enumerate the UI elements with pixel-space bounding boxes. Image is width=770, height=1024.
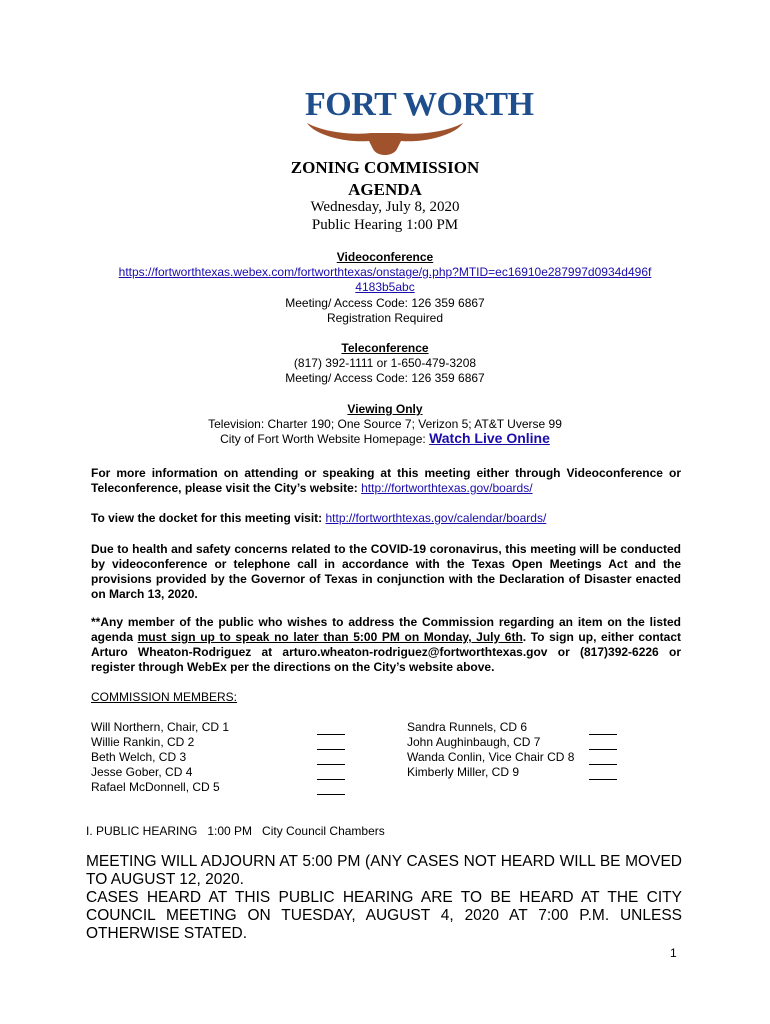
hearing-time: Public Hearing 1:00 PM: [311, 217, 459, 233]
fort-worth-logo: [305, 86, 534, 156]
members-heading: COMMISSION MEMBERS:: [91, 690, 238, 704]
signup-part-2: . To sign up, either contact Arturo Wheaton-Rodriguez at arturo.wheaton-rodriguez@fortworthtexas.gov or (817)392-6226 or register through WebEx per the directions on the City’s website above.: [91, 630, 681, 674]
boards-link[interactable]: http://fortworthtexas.gov/boards/: [361, 481, 533, 495]
video-access-code: Meeting/ Access Code: 126 359 6867: [285, 296, 485, 310]
meeting-date: Wednesday, July 8, 2020: [310, 199, 460, 215]
teleconference-heading: Teleconference: [341, 341, 429, 355]
attendance-blank: [317, 752, 345, 765]
attendance-blank: [589, 767, 617, 780]
homepage-line: [0, 431, 770, 447]
member-right-3: Wanda Conlin, Vice Chair CD 8: [407, 750, 575, 764]
member-right-2: John Aughinbaugh, CD 7: [407, 735, 541, 749]
signup-part-1: **Any member of the public who wishes to address the Commission regarding an item on the listed agenda: [91, 615, 681, 644]
adjourn-notice: MEETING WILL ADJOURN AT 5:00 PM (ANY CASES NOT HEARD WILL BE MOVED TO AUGUST 12, 2020.: [86, 853, 682, 888]
member-left-5: Rafael McDonnell, CD 5: [91, 780, 220, 794]
attendance-blank: [317, 722, 345, 735]
member-right-4: Kimberly Miller, CD 9: [407, 765, 520, 779]
covid-paragraph: Due to health and safety concerns related to the COVID-19 coronavirus, this meeting will be conducted by videoconference or telephone call in accordance with the Texas Open Meetings Act and the provisions provided by the Governor of Texas in conjunction with the Declaration of Disaster enacted on March 13, 2020.: [91, 542, 681, 601]
info-text: For more information on attending or speaking at this meeting either through Videoconference or Teleconference, please visit the City’s website:: [91, 466, 681, 495]
attendance-blank: [317, 737, 345, 750]
watch-live-link[interactable]: Watch Live Online: [429, 430, 550, 446]
attendance-blank: [589, 722, 617, 735]
viewing-heading: Viewing Only: [347, 402, 423, 416]
homepage-prefix: City of Fort Worth Website Homepage:: [220, 432, 426, 446]
cases-notice: CASES HEARD AT THIS PUBLIC HEARING ARE TO BE HEARD AT THE CITY COUNCIL MEETING ON TUESDAY, AUGUST 4, 2020 AT 7:00 P.M. UNLESS OTHERWISE STATED.: [86, 889, 682, 942]
webex-link-line-2[interactable]: 4183b5abc: [355, 280, 415, 294]
docket-paragraph: [91, 511, 681, 526]
attendance-blank: [317, 767, 345, 780]
member-left-1: Will Northern, Chair, CD 1: [91, 720, 230, 734]
title-line-2: AGENDA: [348, 180, 422, 199]
signup-paragraph: [91, 615, 681, 675]
member-right-1: Sandra Runnels, CD 6: [407, 720, 528, 734]
docket-text: To view the docket for this meeting visit:: [91, 511, 323, 525]
attendance-blank: [317, 782, 345, 795]
member-left-2: Willie Rankin, CD 2: [91, 735, 195, 749]
member-left-4: Jesse Gober, CD 4: [91, 765, 193, 779]
signup-deadline: must sign up to speak no later than 5:00 PM on Monday, July 6th: [137, 630, 523, 644]
television-channels: Television: Charter 190; One Source 7; Verizon 5; AT&T Uverse 99: [208, 417, 562, 431]
info-paragraph: [91, 466, 681, 496]
teleconference-phone: (817) 392-1111 or 1-650-479-3208: [293, 356, 477, 370]
page-number: 1: [670, 946, 677, 960]
member-left-3: Beth Welch, CD 3: [91, 750, 187, 764]
tele-access-code: Meeting/ Access Code: 126 359 6867: [285, 371, 485, 385]
webex-link-line-1[interactable]: https://fortworthtexas.webex.com/fortworthtexas/onstage/g.php?MTID=ec16910e287997d0934d496f: [118, 265, 652, 279]
calendar-link[interactable]: http://fortworthtexas.gov/calendar/boards/: [325, 511, 547, 525]
attendance-blank: [589, 737, 617, 750]
public-hearing-line: I. PUBLIC HEARING 1:00 PM City Council Chambers: [86, 824, 385, 838]
longhorn-icon: [305, 119, 465, 159]
title-line-1: ZONING COMMISSION: [290, 158, 480, 177]
logo-text-worth: WORTH: [403, 86, 534, 123]
attendance-blank: [589, 752, 617, 765]
registration-note: Registration Required: [326, 311, 444, 325]
videoconference-heading: Videoconference: [336, 250, 434, 264]
logo-text-fort: FORT: [305, 86, 396, 123]
